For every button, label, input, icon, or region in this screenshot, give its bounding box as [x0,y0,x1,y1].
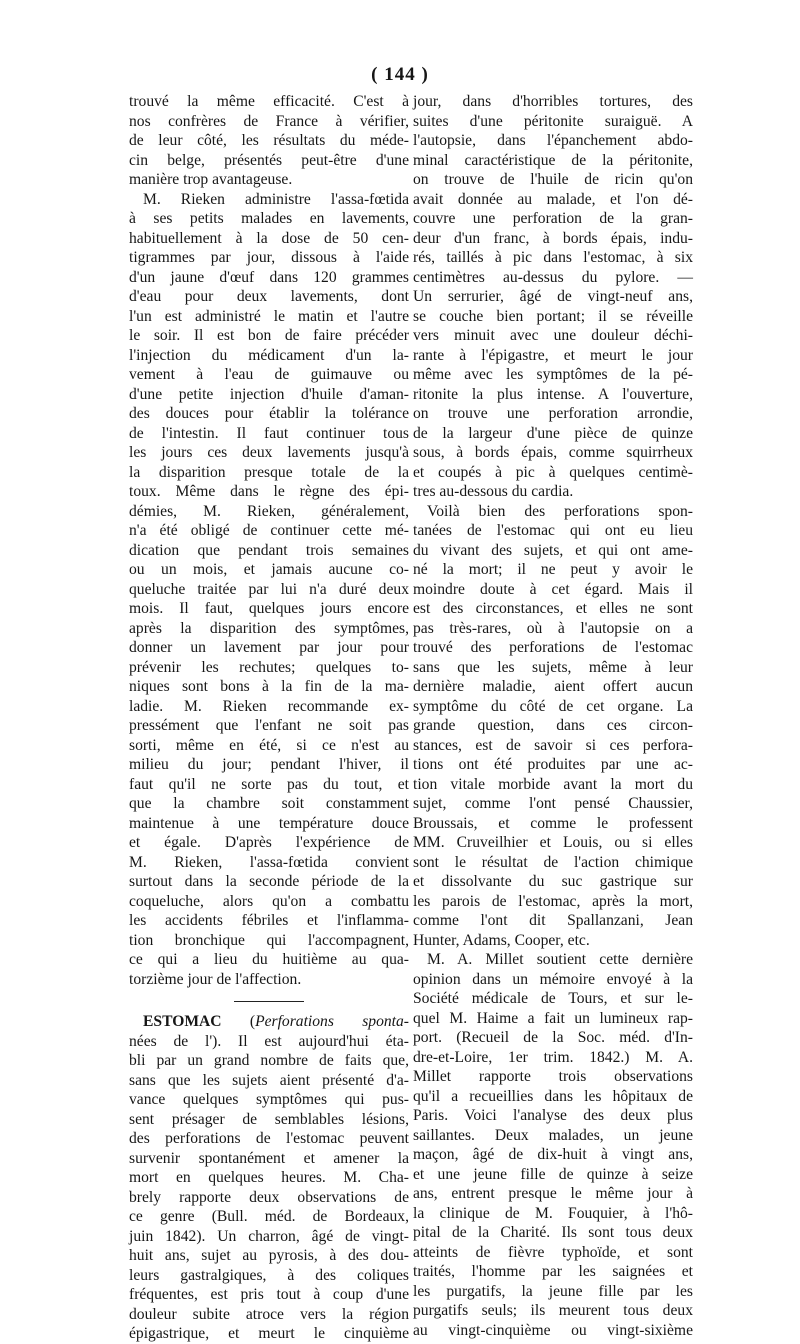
text-line: nées de l'). Il est aujourd'hui éta- [129,1032,409,1050]
text-line: symptôme du côté de cet organe. La [413,697,693,715]
text-line: qu'il a recueillies dans les hôpitaux de [413,1087,693,1105]
text-line: la clinique de M. Fouquier, à l'hô- [413,1204,693,1222]
entry-heading: ESTOMAC [143,1013,222,1030]
text-line: même avec les symptômes de la pé- [413,366,693,383]
text-line: stances, est de savoir si ces perfora- [413,736,693,754]
text-line: maçon, âgé de dix-huit à vingt ans, [413,1146,693,1163]
text-line: le soir. Il est bon de faire précéder [129,327,409,344]
text-line: sans que les sujets, même à leur [413,658,693,676]
text-line: couvre une perforation de la gran- [413,210,693,227]
text-line: on trouve de l'huile de ricin qu'on [413,171,693,188]
text-line: pital de la Charité. Ils sont tous deux [413,1224,693,1241]
text-line: juin 1842). Un charron, âgé de vingt- [129,1227,409,1245]
text-line: douleur subite atroce vers la région [129,1305,409,1323]
text-line: sans que les sujets aient présenté d'a- [129,1071,409,1089]
text-line: coqueluche, alors qu'on a combattu [129,892,409,910]
section-separator [234,1001,304,1002]
text-line: survenir spontanément et amener la [129,1149,409,1167]
text-line: tanées de l'estomac qui ont eu lieu [413,522,693,539]
text-line: Société médicale de Tours, et sur le- [413,990,693,1007]
text-line: avait donnée au malade, et l'on dé- [413,190,693,208]
text-line: grande question, dans ces circon- [413,717,693,734]
text-line: traités, l'homme par les saignées et [413,1263,693,1280]
text-line: tion vitale morbide avant la mort du [413,775,693,793]
text-line: prévenir les rechutes; quelques to- [129,658,409,676]
text-line: se couche bien portant; il se réveille [413,307,693,325]
text-line: suites d'une péritonite suraiguë. A [413,112,693,130]
text-line: du vivant des sujets, et qui ont ame- [413,541,693,559]
text-line: on trouve une perforation arrondie, [413,405,693,422]
text-line: sont le résultat de l'action chimique [413,853,693,871]
text-line: d'eau pour deux lavements, dont [129,288,409,305]
text-line: milieu du jour; pendant l'hiver, il [129,756,409,773]
text-line: Millet rapporte trois observations [413,1068,693,1085]
text-line: l'autopsie, dans l'épanchement abdo- [413,132,693,149]
text-line: ladie. M. Rieken recommande ex- [129,697,409,715]
text-line: niques sont bons à la fin de la ma- [129,678,409,695]
text-line: M. A. Millet soutient cette dernière [427,951,693,968]
text-line: habituellement à la dose de 50 cen- [129,229,409,247]
text-line: de leur côté, les résultats du méde- [129,132,409,149]
text-line: la disparition presque totale de la [129,463,409,481]
text-line: Paris. Voici l'analyse des deux plus [413,1107,693,1124]
text-line: vers minuit avec une douleur déchi- [413,327,693,344]
text-line: vance quelques symptômes qui pus- [129,1091,409,1108]
text-line: les parois de l'estomac, après la mort, [413,892,693,910]
text-line: MM. Cruveilhier et Louis, ou si elles [413,834,693,851]
text-line: huit ans, sujet au pyrosis, à des dou- [129,1247,409,1264]
text-line: saillantes. Deux malades, un jeune [413,1126,693,1144]
text-line: les accidents fébriles et l'inflamma- [129,912,409,929]
text-line: est des circonstances, et elles ne sont [413,600,693,617]
text-line: que la chambre soit constamment [129,795,409,812]
text-line: trouvé des perforations de l'estomac [413,639,693,656]
text-line: l'injection du médicament d'un la- [129,346,409,364]
text-line: jour, dans d'horribles tortures, des [413,93,693,110]
text-line: atteints de fièvre typhoïde, et sont [413,1243,693,1261]
text-line: sujet, comme l'ont pensé Chaussier, [413,795,693,812]
text-line: les jours ces deux lavements jusqu'à [129,444,409,461]
text-line: d'un jaune d'œuf dans 120 grammes [129,268,409,286]
text-line: centimètres au-dessus du pylore. — [413,268,693,286]
text-line: les purgatifs, la jeune fille par les [413,1282,693,1300]
text-line: tres au-dessous du cardia. [413,483,574,500]
text-line: tions ont été produites par une ac- [413,756,693,773]
text-line: bli par un grand nombre de faits que, [129,1052,409,1069]
text-line: dernière maladie, aient offert aucun [413,678,693,695]
text-line: d'une petite injection d'huile d'aman- [129,385,409,403]
text-line: et égale. D'après l'expérience de [129,834,409,851]
text-line: ritonite la plus intense. A l'ouverture, [413,385,693,403]
text-line: comme l'ont dit Spallanzani, Jean [413,912,693,929]
text-line: manière trop avantageuse. [129,171,293,188]
text-line: sent présager de semblables lésions, [129,1110,409,1128]
text-line: maintenue à une température douce [129,814,409,832]
text-line: fréquentes, est pris tout à coup d'une [129,1286,409,1303]
text-line: vement à l'eau de guimauve ou [129,366,409,383]
text-line: ce qui a lieu du huitième au qua- [129,951,409,968]
text-line: quel M. Haime a fait un lumineux rap- [413,1009,693,1027]
text-line: pressément que l'enfant ne soit pas [129,717,409,734]
left-column [129,92,409,1344]
text-line: surtout dans la seconde période de la [129,873,409,890]
text-line: Broussais, et comme le professent [413,814,693,832]
text-line: mort en quelques heures. M. Cha- [129,1169,409,1186]
text-line: des perforations de l'estomac peuvent [129,1130,409,1147]
text-line: Un serrurier, âgé de vingt-neuf ans, [413,288,693,305]
text-line: faut qu'il ne sorte pas du tout, et [129,775,409,793]
text-line: moindre doute à cet égard. Mais il [413,580,693,598]
text-line: sorti, même en été, si ce n'est au [129,736,409,754]
text-line: des douces pour établir la tolérance [129,405,409,422]
estomac-article-text [129,1012,409,1344]
text-line: minal caractéristique de la péritonite, [413,151,693,169]
text-line: rante à l'épigastre, et meurt le jour [413,346,693,364]
text-line: torzième jour de l'affection. [129,970,302,988]
text-line: M. Rieken, l'assa-fœtida convient [129,853,409,871]
text-line: tigrammes par jour, dissous à l'aide [129,249,409,266]
text-line: l'un est administré le matin et l'autre [129,307,409,325]
right-column-text [413,92,693,1340]
text-line: tion bronchique qui l'accompagnent, [129,931,409,949]
text-line: né la mort; il ne peut y avoir le [413,561,693,578]
text-line: n'a été obligé de continuer cette mé- [129,522,409,539]
text-line: rés, taillés à pic dans l'estomac, à six [413,249,693,266]
text-line: opinion dans un mémoire envoyé à la [413,970,693,988]
text-line: trouvé la même efficacité. C'est à [129,93,409,110]
text-line: brely rapporte deux observations de [129,1188,409,1206]
text-line: mois. Il faut, quelques jours encore [129,600,409,617]
text-line: cin belge, présentés peut-être d'une [129,151,409,169]
text-line: dre-et-Loire, 1er trim. 1842.) M. A. [413,1048,693,1066]
text-line: deur d'un franc, à bords épais, indu- [413,229,693,247]
text-line: Hunter, Adams, Cooper, etc. [413,931,590,949]
text-line: purgatifs seuls; ils meurent tous deux [413,1302,693,1319]
text-line: donner un lavement par jour pour [129,639,409,656]
text-line: démies, M. Rieken, généralement, [129,502,409,520]
text-line: ans, entrent presque le même jour à [413,1185,693,1202]
text-line: ESTOMAC (Perforations sponta- [143,1013,409,1030]
text-line: au vingt-cinquième ou vingt-sixième [413,1321,693,1339]
text-line: et dissolvante du suc gastrique sur [413,873,693,890]
page-number: ( 144 ) [371,64,429,85]
text-line: ce genre (Bull. méd. de Bordeaux, [129,1208,409,1225]
text-line: pas très-rares, où à l'autopsie on a [413,619,693,637]
text-line: nos confrères de France à vérifier, [129,112,409,130]
text-line: et coupés à pic à quelques centimè- [413,463,693,481]
text-line: queluche traitée par lui n'a duré deux [129,580,409,598]
text-line: et une jeune fille de quinze à seize [413,1165,693,1183]
text-line: de l'intestin. Il faut continuer tous [129,424,409,442]
text-line: ou un mois, et jamais aucune co- [129,561,409,578]
text-line: épigastrique, et meurt le cinquième [129,1325,409,1342]
text-line: toux. Même dans le règne des épi- [129,483,409,500]
text-line: leurs gastralgiques, à des coliques [129,1266,409,1284]
right-column [413,92,693,1340]
left-column-text [129,92,409,989]
text-line: M. Rieken administre l'assa-fœtida [143,190,409,208]
text-line: dication que pendant trois semaines [129,541,409,559]
text-line: après la disparition des symptômes, [129,619,409,637]
text-line: sous, à bords épais, comme squirrheux [413,444,693,461]
text-line: port. (Recueil de la Soc. méd. d'In- [413,1029,693,1046]
text-line: à ses petits malades en lavements, [129,210,409,227]
text-line: de la largeur d'une pièce de quinze [413,424,693,442]
text-line: Voilà bien des perforations spon- [427,502,693,520]
